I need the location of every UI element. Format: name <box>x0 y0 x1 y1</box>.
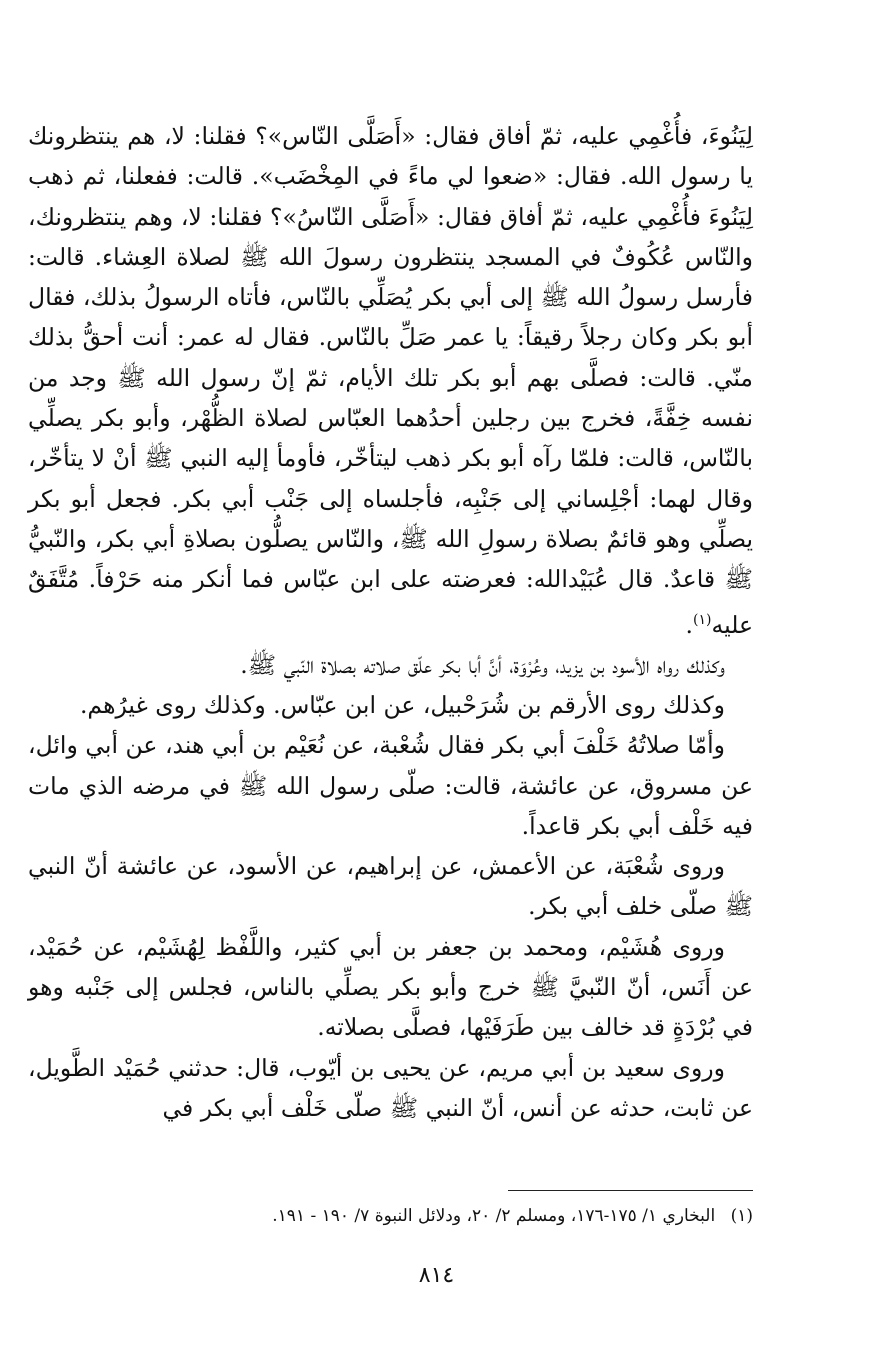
paragraph-hadith-end: . <box>685 610 694 639</box>
footnote-separator <box>508 1190 753 1191</box>
paragraph-shuba-2: وروى شُعْبَة، عن الأعمش، عن إبراهيم، عن الأسود، عن عائشة أنّ النبي ﷺ صلّى خلف أبي بكر. <box>28 852 753 921</box>
paragraph-shuba-1: وأمّا صلاتُهُ خَلْفَ أبي بكر فقال شُعْبة، عن نُعَيْم بن أبي هند، عن أبي وائل، عن مسروق، عن عائشة، قالت: صلّى رسول الله ﷺ في مرضه الذي مات فيه خَلْف أبي بكر قاعداً. <box>28 731 753 840</box>
footnote-reference: (١) <box>693 611 712 628</box>
paragraph-hadith <box>28 116 753 645</box>
main-text <box>28 116 753 1128</box>
paragraph-said: وروى سعيد بن أبي مريم، عن يحيى بن أيّوب، قال: حدثني حُمَيْد الطَّويل، عن ثابت، حدثه عن أنس، أنّ النبي ﷺ صلّى خَلْف أبي بكر في <box>28 1053 753 1122</box>
footnote-marker: (١) <box>730 1206 753 1226</box>
footnote-text: البخاري ١/ ١٧٥-١٧٦، ومسلم ٢/ ٢٠، ودلائل النبوة ٧/ ١٩٠ - ١٩١. <box>272 1206 716 1226</box>
paragraph-hushaym: وروى هُشَيْم، ومحمد بن جعفر بن أبي كثير، واللَّفْظ لِهُشَيْم، عن حُمَيْد، عن أَنَس، أنّ النّبيَّ ﷺ خرج وأبو بكر يصلِّي بالناس، فجلس إلى جَنْبه وهو في بُرْدَةٍ قد خالف بين طَرَفَيْها، فصلَّى بصلاته. <box>28 932 753 1042</box>
paragraph-arqam: وكذلك روى الأرقم بن شُرَحْبيل، عن ابن عبّاس. وكذلك روى غيرُهم. <box>79 690 725 719</box>
paragraph-hadith-text: لِيَنُوءَ، فأُغْمِي عليه، ثمّ أفاق فقال: «أَصَلَّى النّاس»؟ فقلنا: لا، هم ينتظرونك يا رسول الله. فقال: «ضعوا لي ماءً في المِخْضَب». قالت: ففعلنا، ثم ذهب لِيَنُوءَ فأُغْمِي عليه، ثمّ أفاق فقال: «أَصَلَّى النّاسُ»؟ فقلنا: لا، وهم ينتظرونك، والنّاس عُكُوفٌ في المسجد ينتظرون رسولَ الله ﷺ لصلاة العِشاء. قالت: فأرسل رسولُ الله ﷺ إلى أبي بكر يُصَلِّي بالنّاس، فأتاه الرسولُ بذلك، فقال أبو بكر وكان رجلاً رقيقاً: يا عمر صَلِّ بالنّاس. فقال له عمر: أنت أحقُّ بذلك منّي. قالت: فصلَّى بهم أبو بكر تلك الأيام، ثمّ إنّ رسول الله ﷺ وجد من نفسه خِفَّةً، فخرج بين رجلين أحدُهما العبّاس لصلاة الظُّهْر، وأبو بكر يصلِّي بالنّاس، قالت: فلمّا رآه أبو بكر ذهب ليتأخّر، فأومأ إليه النبي ﷺ أنْ لا يتأخّر، وقال لهما: أجْلِساني إلى جَنْبِه، فأجلساه إلى جَنْب أبي بكر. فجعل أبو بكر يصلِّي وهو قائمٌ بصلاة رسولِ الله ﷺ، والنّاس يصلُّون بصلاةِ أبي بكر، والنّبيُّ ﷺ قاعدٌ. قال عُبَيْدالله: فعرضته على ابن عبّاس فما أنكر منه حَرْفاً. مُتَّفَقٌ عليه <box>28 122 753 639</box>
paragraph-aswad: وكذلك رواه الأسود بن يزيد، وعُرْوَة، أنَّ أبا بكر علّق صلاته بصلاة النّبي ﷺ. <box>240 650 725 679</box>
footnote <box>100 1204 753 1228</box>
page-number: ٨١٤ <box>418 1263 455 1288</box>
